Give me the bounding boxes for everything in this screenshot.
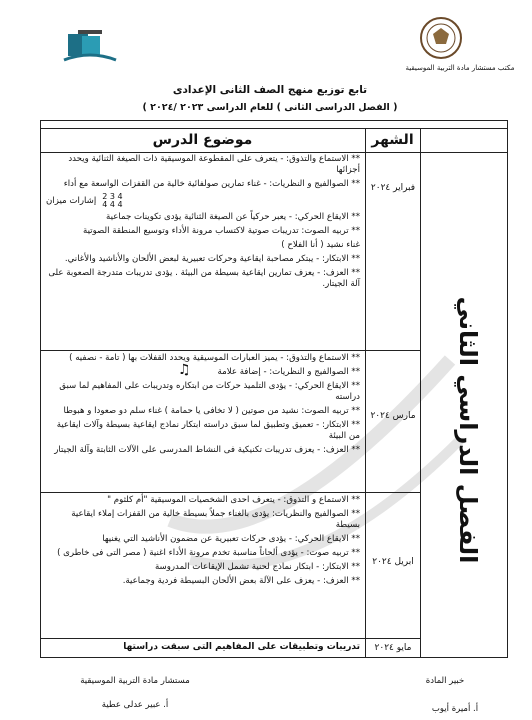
lesson-line: ** الابتكار: - يبتكر مصاحبة ايقاعية وحركات تعبيرية لبعض الألحان والأناشيد والأغاني.: [64, 254, 360, 264]
lesson-line: إشارات ميزان: [46, 195, 97, 206]
lesson-cell-feb: [46, 154, 360, 293]
lesson-line: ** الاستماع و التذوق: - يتعرف احدى الشخصيات الموسيقية "أم كلثوم ": [107, 495, 360, 505]
lesson-line: ** العزف: - يعزف تمارين ايقاعية بسيطة من البيئة . يؤدى تدريبات متدرجة الصعوبة على آلة الجيتار.: [48, 268, 360, 289]
signature-name-consultant: أ. عبير عدلى عطية: [101, 700, 169, 710]
lesson-line: ** العزف: - يعزف على الآلة بعض الألحان البسيطة فردية وجماعية.: [122, 576, 360, 586]
time-sig-bottom: 4 4 4: [102, 200, 123, 209]
lesson-line: ** الايقاع الحركي: - يؤدى حركات تعبيرية عن مضمون الأناشيد التي يغنيها: [102, 534, 360, 544]
lesson-line: ** تربيه الصوت: نشيد من صوتين ( لا تخافى يا حمامة ) غناء سلم دو صعودا و هبوطا: [63, 406, 360, 416]
lesson-line: ** الصوالفيج و النظريات: - غناء تمارين صولفائية خالية من القفزات الواسعة مع أداء: [63, 179, 360, 189]
music-note-icon: ♫: [178, 362, 191, 378]
lesson-line: ** الصوالفيج والنظريات: يؤدى بالغناء جملاً بسيطة خالية من القفزات إملاء ايقاعية بسيطة: [71, 509, 360, 530]
month-cell-mar: مارس ٢٠٢٤: [370, 411, 416, 421]
lesson-line: ** الابتكار: - ابتكار نماذج لحنية تشمل الإيقاعات المدروسة: [154, 562, 360, 572]
lesson-line: ** الصوالفيج و النظريات: - إضافة علامة: [217, 367, 360, 377]
lesson-line: ** العزف: - يعزف تدريبات تكنيكية فى النشاط المدرسى على الآلات الثابتة وآلة الجيتار: [54, 445, 360, 455]
semester-label-cell: [438, 296, 498, 564]
column-header-topic: موضوع الدرس: [152, 132, 253, 148]
month-cell-may: مايو ٢٠٢٤: [374, 643, 412, 653]
time-sig-top: 2 3 4: [102, 192, 123, 201]
lesson-line: ** الايقاع الحركي: - يعبر حركياً عن الصيغة الثنائية يؤدى تكوينات جماعية: [106, 212, 360, 222]
row-divider-mar: [40, 492, 420, 493]
document-subtitle: ( الفصل الدراسى الثانى ) للعام الدراسى ٢٠٢٣ /٢٠٢٤ ): [142, 102, 398, 113]
semester-label: الفصل الدراسي الثاني: [454, 296, 482, 564]
lesson-cell-mar: [46, 353, 360, 459]
row-divider-feb: [40, 350, 420, 351]
signature-name-expert: أ. أميرة أيوب: [431, 704, 479, 714]
lesson-line: ** الايقاع الحركي: - يؤدى التلميذ حركات من ابتكاره وتدريبات على المفاهيم لما سبق دراسته: [59, 381, 360, 402]
lesson-line: ** الاستماع والتذوق: - يتعرف على المقطوعة الموسيقية ذات الصيغة الثنائية ويحدد أجزائها: [68, 154, 360, 175]
ministry-eagle-seal-icon: [412, 14, 470, 62]
column-header-month: الشهر: [371, 132, 414, 148]
lesson-line: غناء نشيد ( أنا الفلاح ): [281, 240, 360, 250]
signature-title-expert: خبير المادة: [425, 676, 465, 686]
lesson-line: ** الاستماع والتذوق: - يميز العبارات الموسيقية ويحدد القفلات بها ( تامة - نصفيه ): [69, 353, 360, 363]
lesson-cell-apr: [46, 495, 360, 590]
office-caption: مكتب مستشار مادة التربية الموسيقية: [405, 64, 515, 72]
column-divider-month: [420, 128, 421, 658]
signature-title-consultant: مستشار مادة التربية الموسيقية: [80, 676, 190, 686]
lesson-line: ** الابتكار: - تعميق وتطبيق لما سبق دراسته ابتكار نماذج ايقاعية بسيطة وآلات ايقاعية من البيئة: [56, 420, 360, 441]
lesson-cell-may: [46, 642, 360, 656]
row-divider-apr: [40, 638, 420, 639]
document-title: تابع توزيع منهج الصف الثانى الإعدادى: [172, 84, 368, 96]
lesson-line: تدريبات وتطبيقات على المفاهيم التى سبقت دراستها: [123, 642, 360, 652]
column-divider-topic: [365, 128, 366, 658]
lesson-line: ** تربيه صوت: - يؤدى ألحاناً مناسبة تخدم مرونة الأداء اغنية ( مصر التى فى خاطرى ): [57, 548, 360, 558]
lesson-line: ** تربيه الصوت: تدريبات صوتية لاكتساب مرونة الأداء وتوسيع المنطقة الصوتية: [82, 226, 360, 236]
month-cell-apr: ابريل ٢٠٢٤: [372, 557, 414, 567]
ministry-book-logo-icon: [60, 26, 120, 66]
month-cell-feb: فبراير ٢٠٢٤: [370, 183, 416, 193]
